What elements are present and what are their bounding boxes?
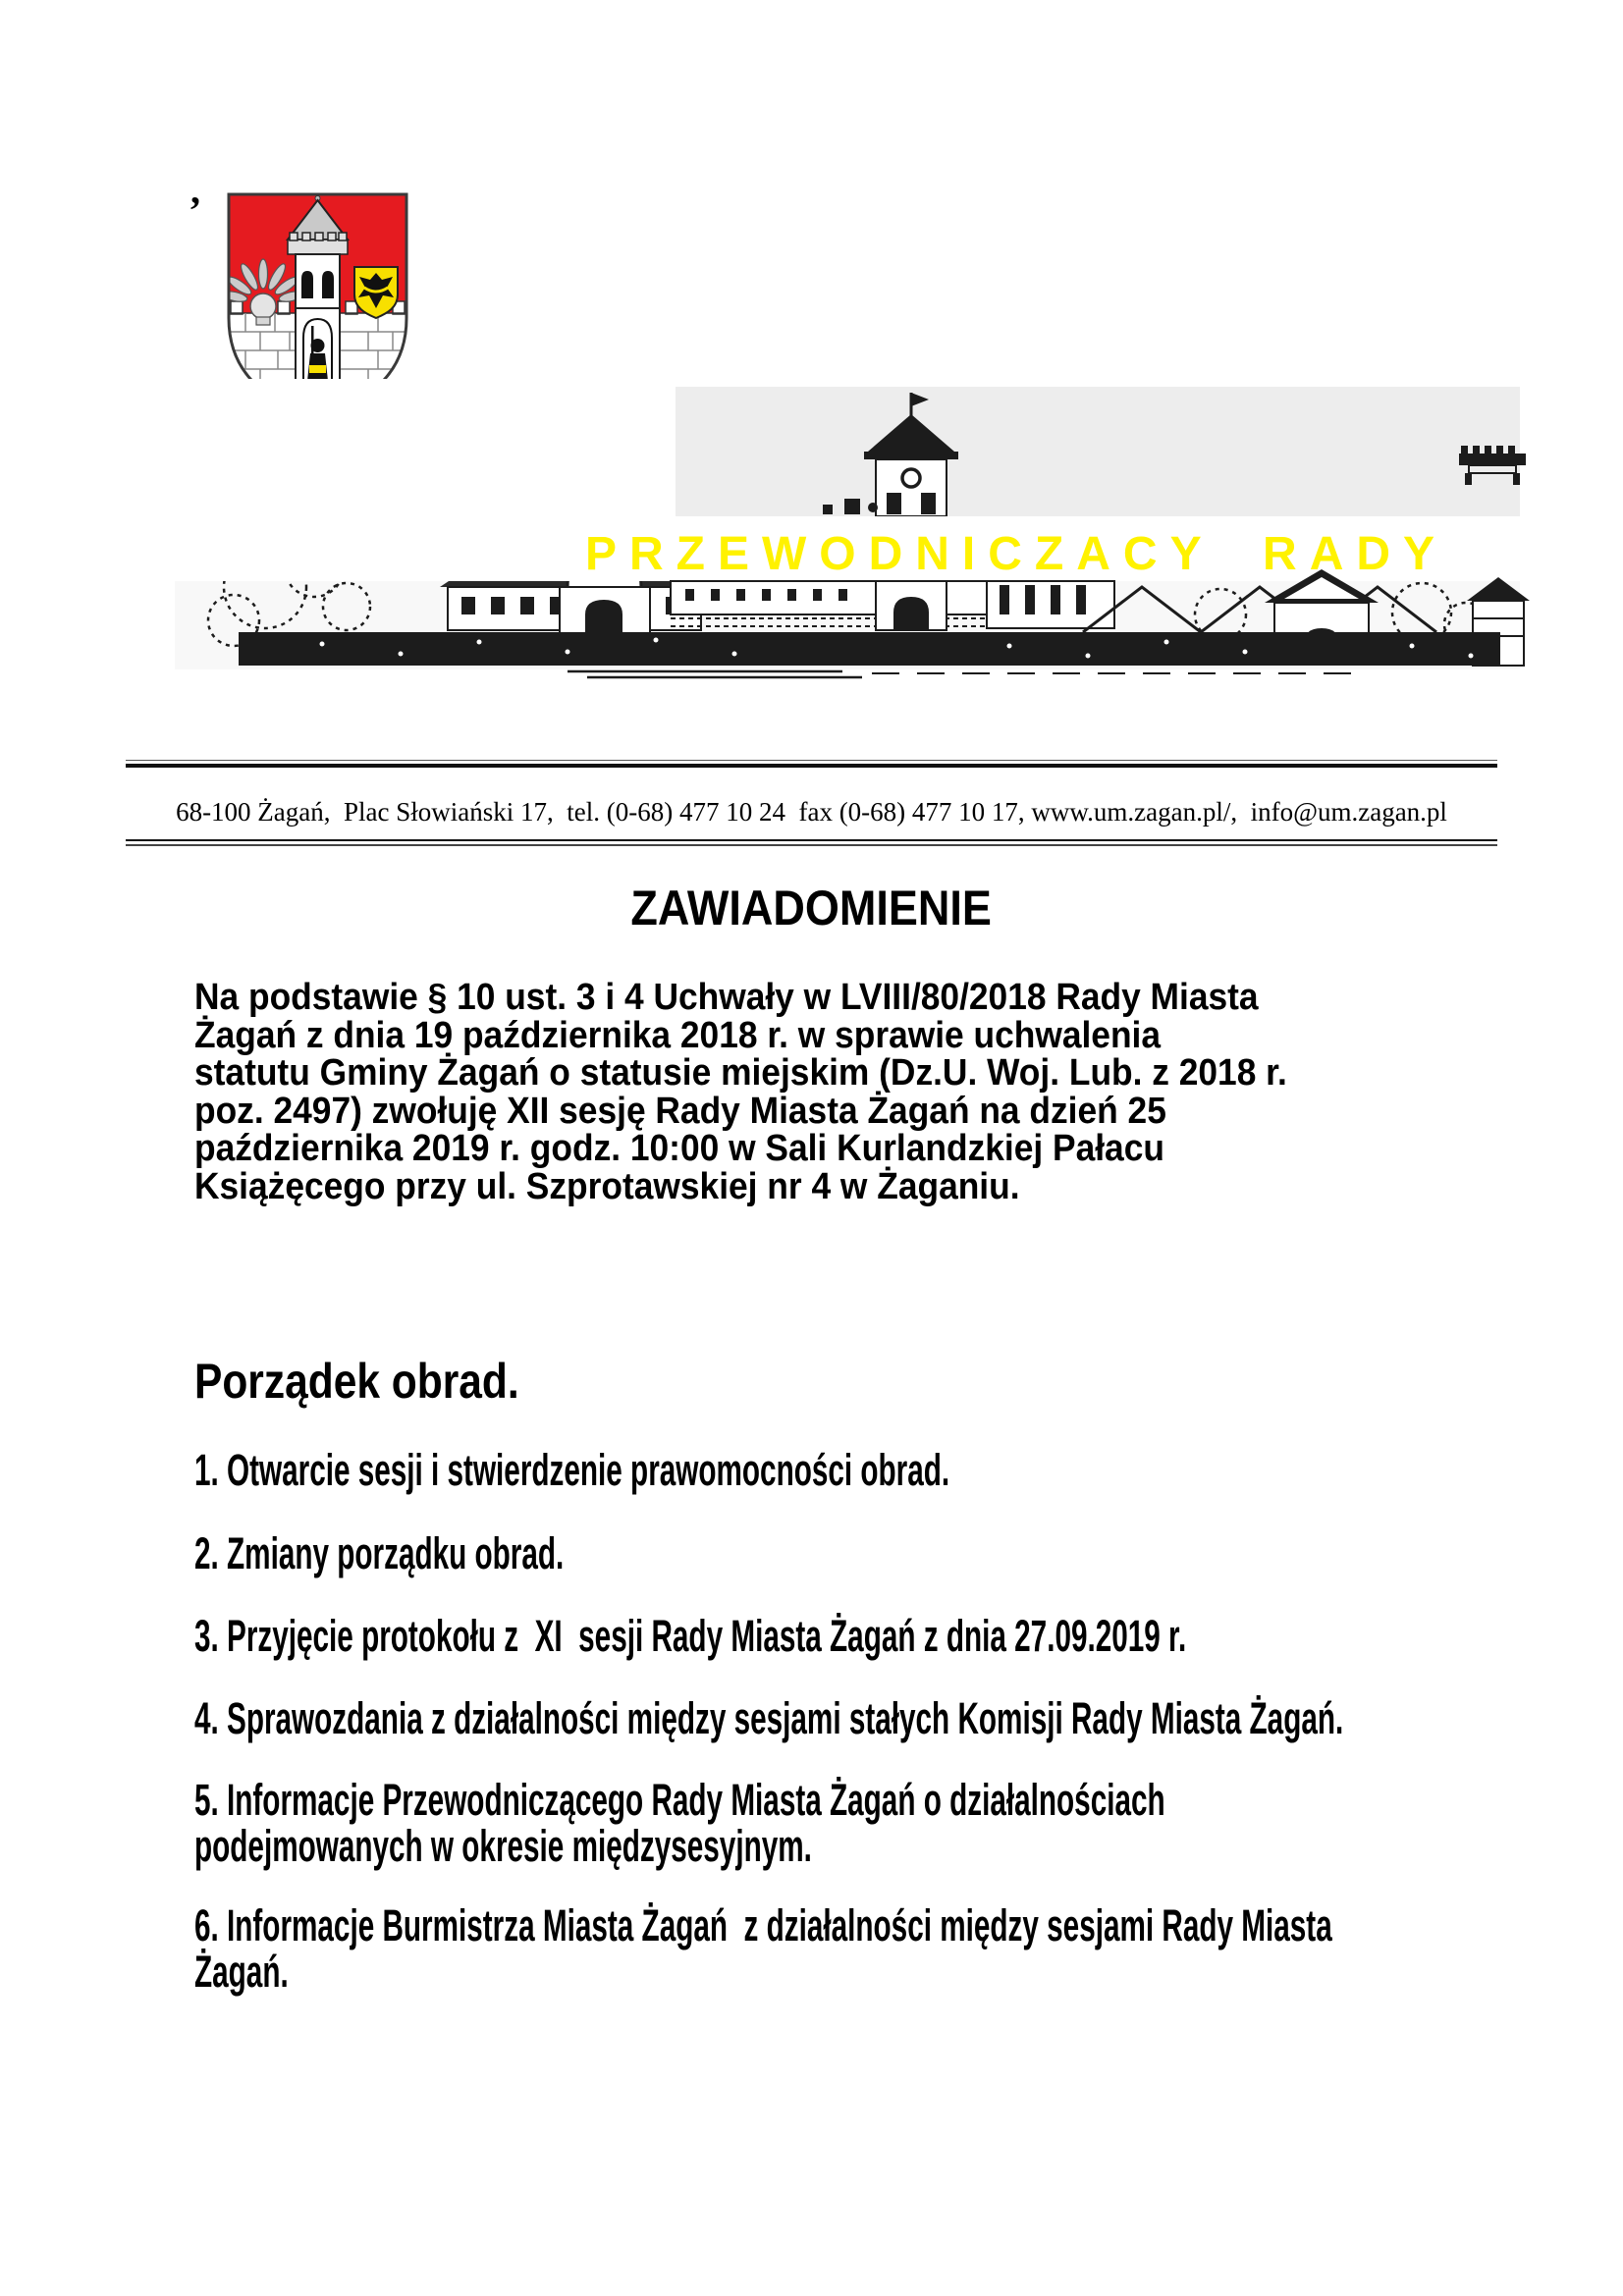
agenda-heading: Porządek obrad.	[194, 1354, 519, 1409]
header-rule-bottom-primary	[126, 839, 1497, 841]
notice-title-wrap	[0, 880, 1623, 936]
contact-line: 68-100 Żagań, Plac Słowiański 17, tel. (0-68) 477 10 24 fax (0-68) 477 10 17, www.um.zagan.pl/, info@um.zagan.pl	[176, 797, 1447, 827]
agenda-item-6: 6. Informacje Burmistrza Miasta Żagań z działalności między sesjami Rady Miasta Żagań.	[194, 1900, 1332, 1997]
agenda-item-5: 5. Informacje Przewodniczącego Rady Miasta Żagań o działalnościach podejmowanych w okresie międzysesyjnym.	[194, 1775, 1165, 1871]
agenda-item-2: 2. Zmiany porządku obrad.	[194, 1528, 565, 1578]
header-rule-bottom-secondary	[126, 844, 1497, 846]
notice-title: ZAWIADOMIENIE	[630, 881, 993, 935]
notice-body: Na podstawie § 10 ust. 3 i 4 Uchwały w LVIII/80/2018 Rady Miasta Żagań z dnia 19 października 2018 r. w sprawie uchwalenia statutu Gminy Żagań o statusie miejskim (Dz.U. Woj. Lub. z 2018 r. poz. 2497) zwołuję XII sesję Rady Miasta Żagań na dzień 25 października 2019 r. godz. 10:00 w Sali Kurlandzkiej Pałacu Książęcego przy ul. Szprotawskiej nr 4 w Żaganiu.	[194, 977, 1287, 1207]
agenda-item-1: 1. Otwarcie sesji i stwierdzenie prawomocności obrad.	[194, 1445, 950, 1495]
agenda-item-3: 3. Przyjęcie protokołu z XI sesji Rady Miasta Żagań z dnia 27.09.2019 r.	[194, 1611, 1187, 1661]
header-rule-top-thick	[126, 764, 1497, 768]
agenda-item-4: 4. Sprawozdania z działalności między sesjami stałych Komisji Rady Miasta Żagań.	[194, 1693, 1344, 1743]
corner-comma-mark: ,	[190, 168, 200, 212]
header-rule-top-thin	[126, 760, 1497, 761]
chairman-banner-text: PRZEWODNICZACY RADY	[584, 528, 1448, 580]
